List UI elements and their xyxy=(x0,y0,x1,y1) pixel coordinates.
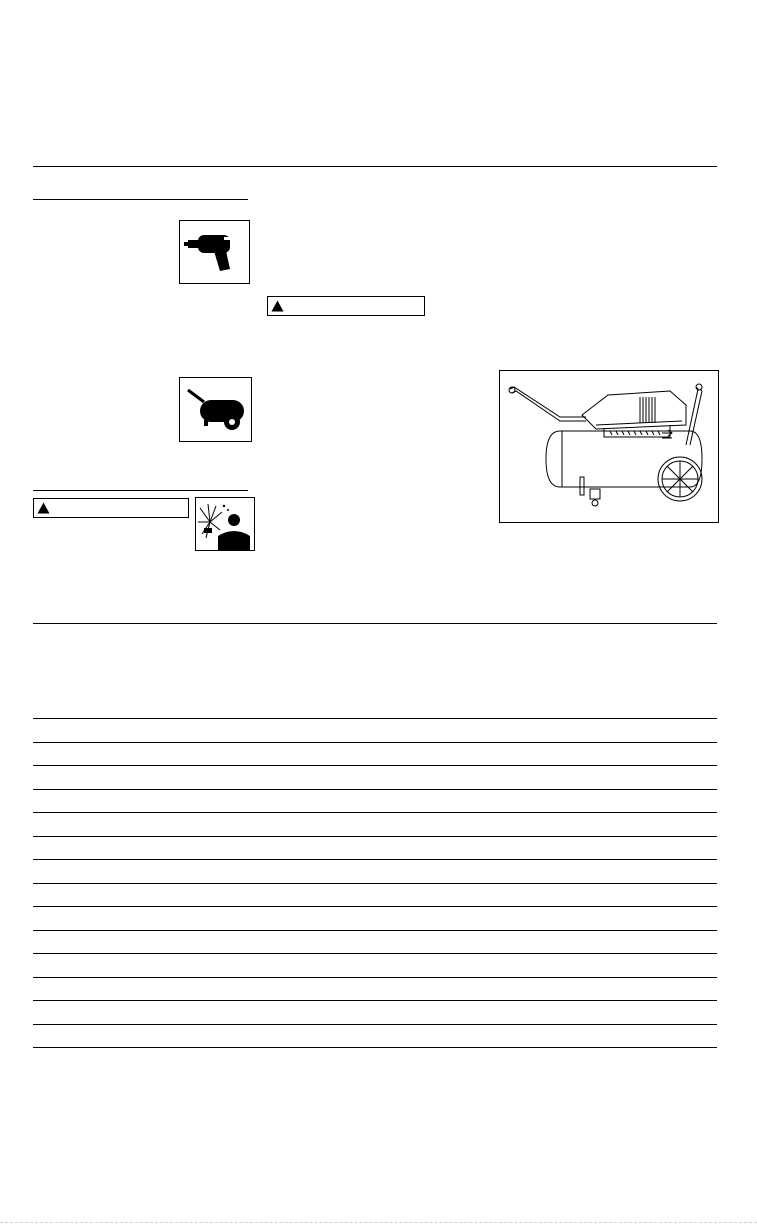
explosion-hazard-icon xyxy=(195,497,255,551)
table-row xyxy=(33,1047,717,1048)
section-divider-middle xyxy=(33,623,717,624)
impact-wrench-icon xyxy=(179,220,250,284)
air-compressor-icon xyxy=(179,377,252,442)
specification-table xyxy=(33,718,717,1048)
table-row xyxy=(33,906,717,907)
table-row xyxy=(33,953,717,954)
table-row xyxy=(33,1024,717,1025)
warning-label-box-1 xyxy=(267,296,425,316)
table-row xyxy=(33,812,717,813)
table-row xyxy=(33,930,717,931)
table-row xyxy=(33,718,717,719)
page-edge xyxy=(0,1222,757,1223)
table-row xyxy=(33,765,717,766)
left-column-rule-1 xyxy=(33,199,248,200)
compressor-illustration xyxy=(499,370,719,523)
table-row xyxy=(33,883,717,884)
table-row xyxy=(33,836,717,837)
warning-label-box-2 xyxy=(33,498,189,518)
left-column-rule-2 xyxy=(33,490,248,491)
warning-triangle-icon xyxy=(37,502,50,514)
table-row xyxy=(33,859,717,860)
table-row xyxy=(33,1000,717,1001)
table-row xyxy=(33,977,717,978)
warning-triangle-icon xyxy=(271,300,284,312)
table-row xyxy=(33,742,717,743)
section-divider-top xyxy=(33,166,717,167)
table-row xyxy=(33,789,717,790)
